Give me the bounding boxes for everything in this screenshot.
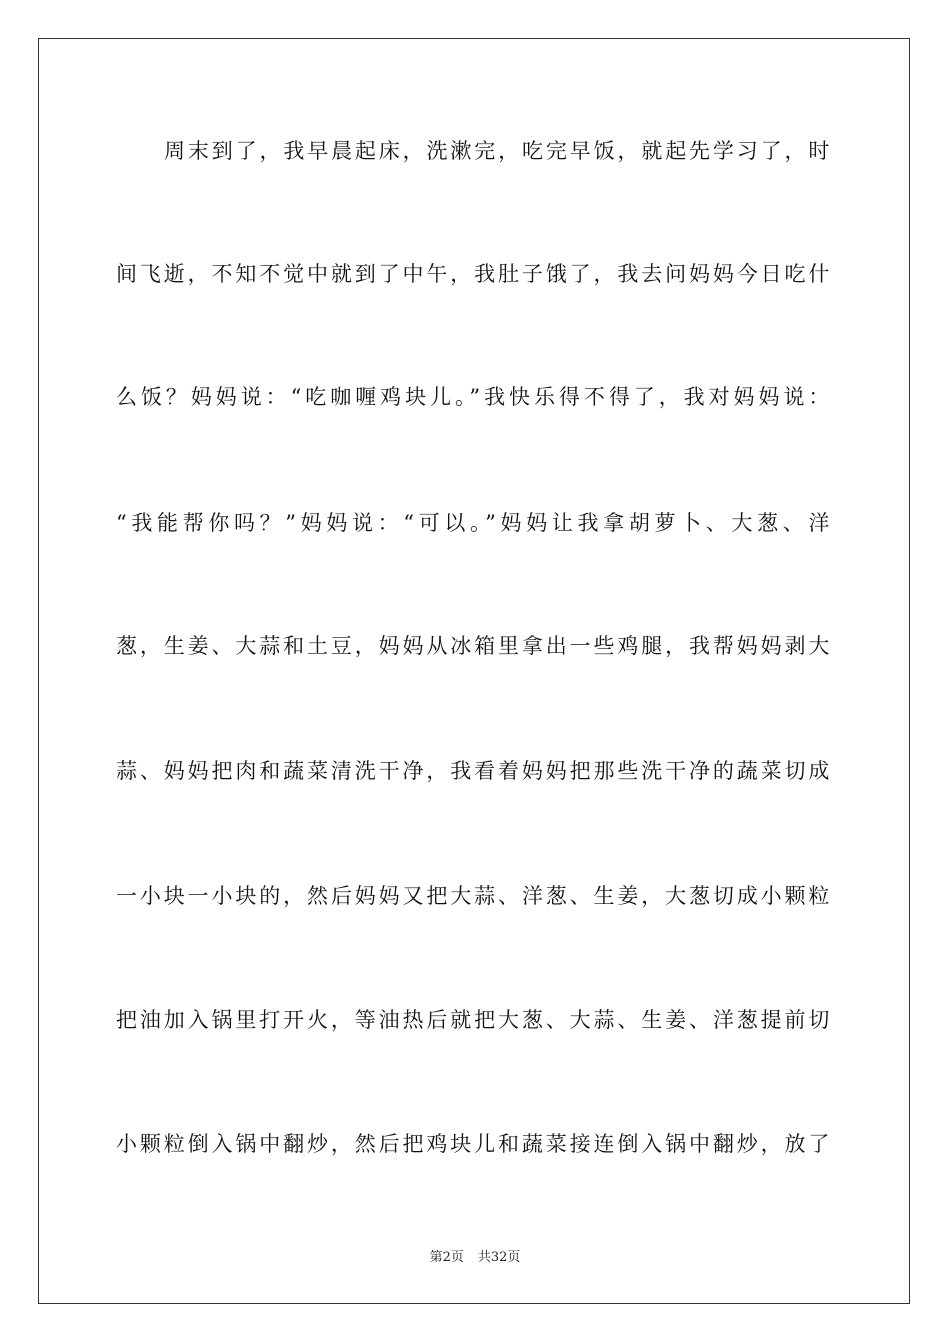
text-line: 一小块一小块的，然后妈妈又把大蒜、洋葱、生姜，大葱切成小颗粒 (116, 884, 832, 908)
text-line: 间飞逝，不知不觉中就到了中午，我肚子饿了，我去问妈妈今日吃什 (116, 262, 832, 286)
text-line: 把油加入锅里打开火，等油热后就把大葱、大蒜、生姜、洋葱提前切 (116, 1008, 832, 1032)
text-line: 蒜、妈妈把肉和蔬菜清洗干净，我看着妈妈把那些洗干净的蔬菜切成 (116, 759, 832, 783)
text-line: “我能帮你吗？”妈妈说：“可以。”妈妈让我拿胡萝卜、大葱、洋 (116, 511, 832, 535)
text-line: 周末到了，我早晨起床，洗漱完，吃完早饭，就起先学习了，时 (164, 139, 832, 163)
text-line: 小颗粒倒入锅中翻炒，然后把鸡块儿和蔬菜接连倒入锅中翻炒，放了 (116, 1132, 832, 1156)
page-number: 第2页 (429, 1250, 464, 1265)
page-footer (0, 1249, 950, 1267)
text-line: 葱，生姜、大蒜和土豆，妈妈从冰箱里拿出一些鸡腿，我帮妈妈剥大 (116, 634, 832, 658)
page-border (38, 38, 910, 1304)
text-line: 么饭？妈妈说：“吃咖喱鸡块儿。”我快乐得不得了，我对妈妈说： (116, 385, 832, 409)
page-total: 共32页 (477, 1250, 521, 1265)
